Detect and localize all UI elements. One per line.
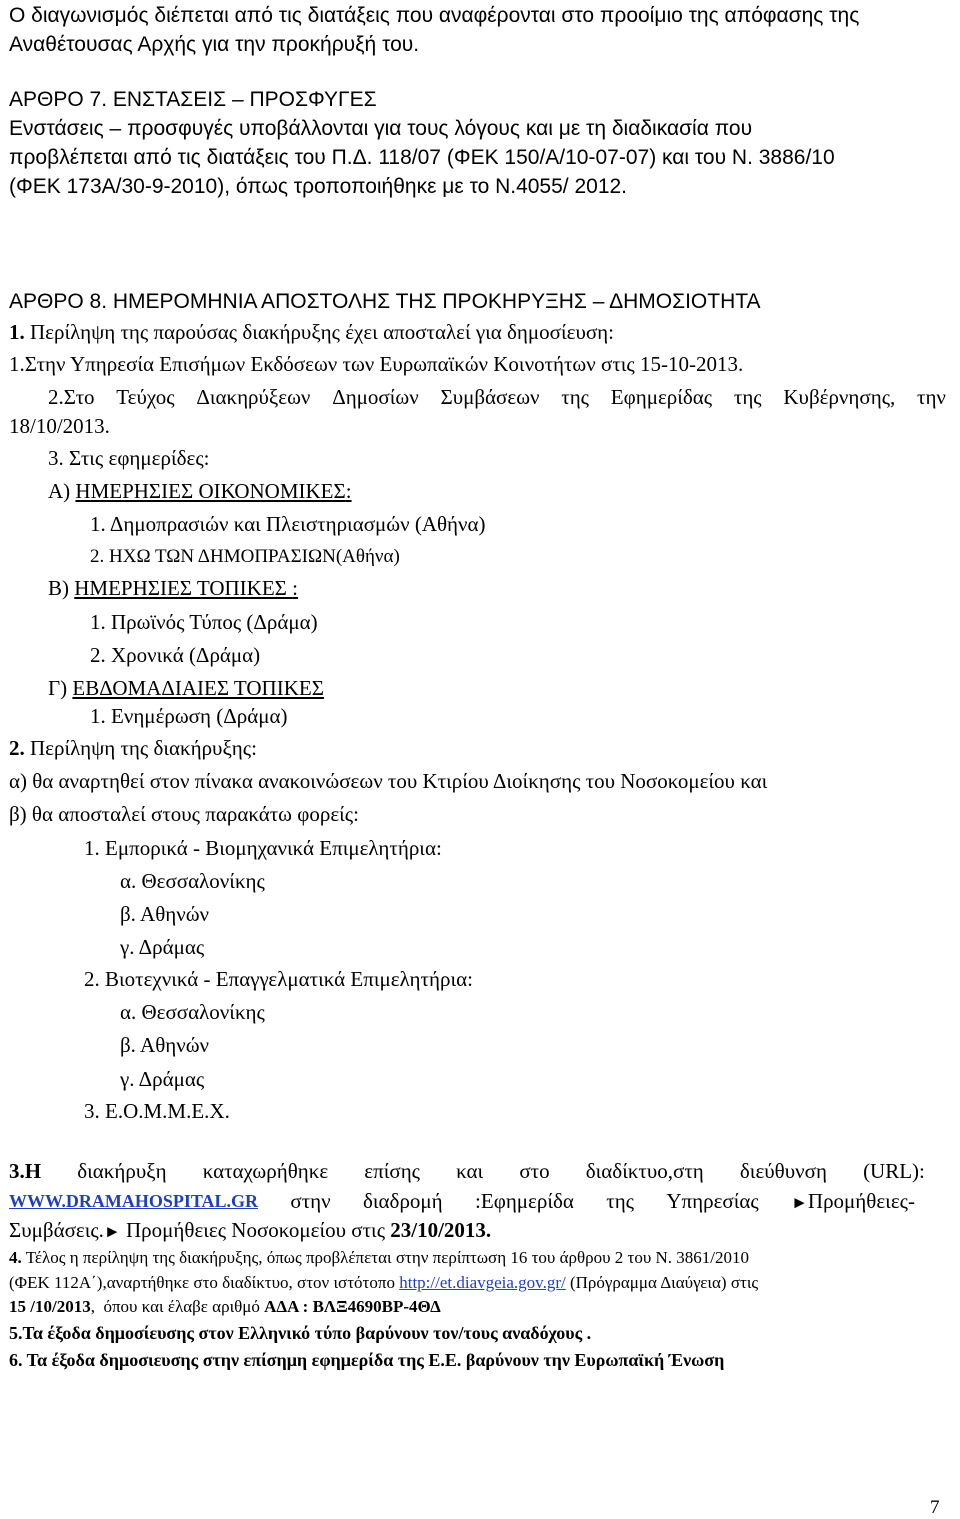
group-b-title: ΗΜΕΡΗΣΙΕΣ ΤΟΠΙΚΕΣ: [74, 576, 293, 600]
group-a-heading: [48, 479, 352, 504]
item3-word: Υπηρεσίας: [666, 1189, 759, 1213]
item1-sub-1: 1.Στην Υπηρεσία Επισήμων Εκδόσεων των Ευρωπαϊκών Κοινοτήτων στις 15-10-2013.: [9, 352, 744, 376]
item3-word: της: [606, 1189, 635, 1213]
item2-b: β) θα αποσταλεί στους παρακάτω φορείς:: [9, 802, 359, 826]
item1-sub-2-word: Δημοσίων: [332, 385, 419, 409]
group-c-label: Γ): [48, 676, 73, 700]
chambers-3: 3. Ε.Ο.Μ.Μ.Ε.Χ.: [84, 1099, 230, 1123]
item3-word: επίσης: [364, 1159, 420, 1183]
article7-line-2: προβλέπεται από τις διατάξεις του Π.Δ. 118/07 (ΦΕΚ 150/Α/10-07-07) και του Ν. 3886/10: [9, 146, 835, 169]
article7-line-1: Ενστάσεις – προσφυγές υποβάλλονται για τους λόγους και με τη διαδικασία που: [9, 117, 753, 140]
item4-line-2-a: (ΦΕΚ 112Α΄),αναρτήθηκε στο διαδίκτυο, στον ιστότοπο: [9, 1273, 400, 1292]
item1-sub-2-word: της: [733, 385, 762, 409]
item4-line-3: [9, 1297, 441, 1317]
diavgeia-link[interactable]: http://et.diavgeia.gov.gr/: [399, 1273, 566, 1292]
dramahospital-link[interactable]: WWW.DRAMAHOSPITAL.GR: [9, 1191, 259, 1211]
item1-sub-2-word: της: [561, 385, 590, 409]
group-b-heading: [48, 576, 298, 601]
item3-line-3: [9, 1218, 491, 1243]
group-b-item-1: 1. Πρωϊνός Τύπος (Δράμα): [90, 610, 318, 634]
item3-line-2: [9, 1189, 915, 1214]
chambers-2-item: γ. Δράμας: [120, 1067, 205, 1091]
chambers-2-item: β. Αθηνών: [120, 1033, 210, 1057]
article7-line-3: (ΦΕΚ 173Α/30-9-2010), όπως τροποποιήθηκε με το Ν.4055/ 2012.: [9, 175, 628, 198]
item2-text: Περίληψη της διακήρυξης:: [30, 736, 257, 760]
group-b-label: Β): [48, 576, 75, 600]
item6: 6. Τα έξοδα δημοσιευσης στην επίσημη εφημερίδα της Ε.Ε. βαρύνουν την Ευρωπαϊκή Ένωση: [9, 1350, 725, 1370]
item1-sub-2-word: Διακηρύξεων: [196, 385, 311, 409]
item1-sub-2-word: Τεύχος: [116, 385, 175, 409]
arrow-right-icon: ►: [103, 1222, 121, 1241]
group-a-item-1: 1. Δημοπρασιών και Πλειστηριασμών (Αθήνα): [90, 512, 486, 536]
group-c-item-1: 1. Ενημέρωση (Δράμα): [90, 704, 288, 728]
item3-line-2-end: Προμήθειες-: [807, 1189, 915, 1213]
item1-sub-2-word: Συμβάσεων: [440, 385, 540, 409]
group-b-suffix: :: [292, 576, 298, 600]
chambers-2-title: 2. Βιοτεχνικά - Επαγγελματικά Επιμελητήρια:: [84, 967, 473, 991]
item1-sub-2-word: Κυβέρνησης,: [783, 385, 896, 409]
chambers-1-item: γ. Δράμας: [120, 935, 205, 959]
item3-word: καταχωρήθηκε: [202, 1159, 329, 1183]
item5: 5.Τα έξοδα δημοσίευσης στον Ελληνικό τύπο βαρύνουν τον/τους αναδόχους .: [9, 1323, 592, 1343]
group-b-item-2: 2. Χρονικά (Δράμα): [90, 643, 261, 667]
intro-line-2: Αναθέτουσας Αρχής για την προκήρυξή του.: [9, 33, 420, 56]
group-a-item-2: 2. ΗΧΩ ΤΩΝ ΔΗΜΟΠΡΑΣΙΩΝ(Αθήνα): [90, 546, 400, 567]
item3-word: στο: [519, 1159, 550, 1183]
group-a-label: Α): [48, 479, 76, 503]
arrow-last-word: [791, 1189, 915, 1214]
item3-word: διαδίκτυο,στη: [585, 1159, 704, 1183]
item3-word: 3.Η: [9, 1159, 42, 1183]
item3-word: στην: [290, 1189, 331, 1213]
item3-word: και: [456, 1159, 484, 1183]
item1-text: Περίληψη της παρούσας διακήρυξης έχει αποσταλεί για δημοσίευση:: [30, 320, 614, 344]
item3-word: διαδρομή: [363, 1189, 443, 1213]
item4-date: 15 /10/2013: [9, 1297, 91, 1316]
item1-line: [9, 320, 614, 345]
chambers-1-item: β. Αθηνών: [120, 902, 210, 926]
group-a-title: ΗΜΕΡΗΣΙΕΣ ΟΙΚΟΝΟΜΙΚΕΣ: [75, 479, 346, 503]
item1-sub-2-word: την: [917, 385, 946, 409]
item4-line-3-mid: , όπου και έλαβε αριθμό: [90, 1297, 265, 1316]
item1-number: 1.: [9, 320, 25, 344]
item3-line-3-start: Συμβάσεις.: [9, 1218, 104, 1242]
group-a-suffix: :: [345, 479, 352, 503]
item4-line-1: [9, 1248, 749, 1268]
item3-word: (URL):: [863, 1159, 925, 1183]
intro-line-1: Ο διαγωνισμός διέπεται από τις διατάξεις που αναφέρονται στο προοίμιο της απόφασης της: [9, 4, 860, 27]
item3-word: :Εφημερίδα: [475, 1189, 574, 1213]
item3-date: 23/10/2013.: [390, 1218, 492, 1242]
group-c-title: ΕΒΔΟΜΑΔΙΑΙΕΣ ΤΟΠΙΚΕΣ: [72, 676, 324, 700]
arrow-right-icon: ►: [791, 1193, 808, 1212]
chambers-1-title: 1. Εμπορικά - Βιομηχανικά Επιμελητήρια:: [84, 836, 442, 860]
item4-number: 4.: [9, 1248, 22, 1267]
chambers-2-item: α. Θεσσαλονίκης: [120, 1000, 265, 1024]
item4-line-2: [9, 1273, 758, 1293]
ada-number: ΑΔΑ : ΒΛΞ4690ΒΡ-4ΘΔ: [264, 1297, 441, 1316]
item3-word: διακήρυξη: [77, 1159, 167, 1183]
article7-heading: ΑΡΘΡΟ 7. ΕΝΣΤΑΣΕΙΣ – ΠΡΟΣΦΥΓΕΣ: [9, 88, 377, 111]
item3-line-1: [9, 1159, 925, 1184]
page-number: 7: [930, 1497, 940, 1518]
item2-number: 2.: [9, 736, 25, 760]
item2-a: α) θα αναρτηθεί στον πίνακα ανακοινώσεων του Κτιρίου Διοίκησης του Νοσοκομείου και: [9, 769, 768, 793]
group-c-heading: [48, 676, 324, 701]
item3-word: διεύθυνση: [739, 1159, 827, 1183]
item2-line: [9, 736, 257, 761]
item1-sub-2-word: 2.Στο: [48, 385, 95, 409]
item1-sub-2-word: Εφημερίδας: [610, 385, 713, 409]
item1-sub-3: 3. Στις εφημερίδες:: [48, 446, 210, 470]
item4-line-2-b: (Πρόγραμμα Διαύγεια) στις: [565, 1273, 759, 1292]
chambers-1-item: α. Θεσσαλονίκης: [120, 869, 265, 893]
article8-heading: ΑΡΘΡΟ 8. ΗΜΕΡΟΜΗΝΙΑ ΑΠΟΣΤΟΛΗΣ ΤΗΣ ΠΡΟΚΗΡΥΞΗΣ – ΔΗΜΟΣΙΟΤΗΤΑ: [9, 290, 761, 313]
item1-sub-2: [48, 385, 946, 410]
item3-line-3-rest: Προμήθειες Νοσοκομείου στις: [120, 1218, 391, 1242]
item4-line-1-text: Τέλος η περίληψη της διακήρυξης, όπως προβλέπεται στην περίπτωση 16 του άρθρου 2 του Ν. 3861/2010: [21, 1248, 750, 1267]
item1-sub-2-cont: 18/10/2013.: [9, 414, 110, 438]
